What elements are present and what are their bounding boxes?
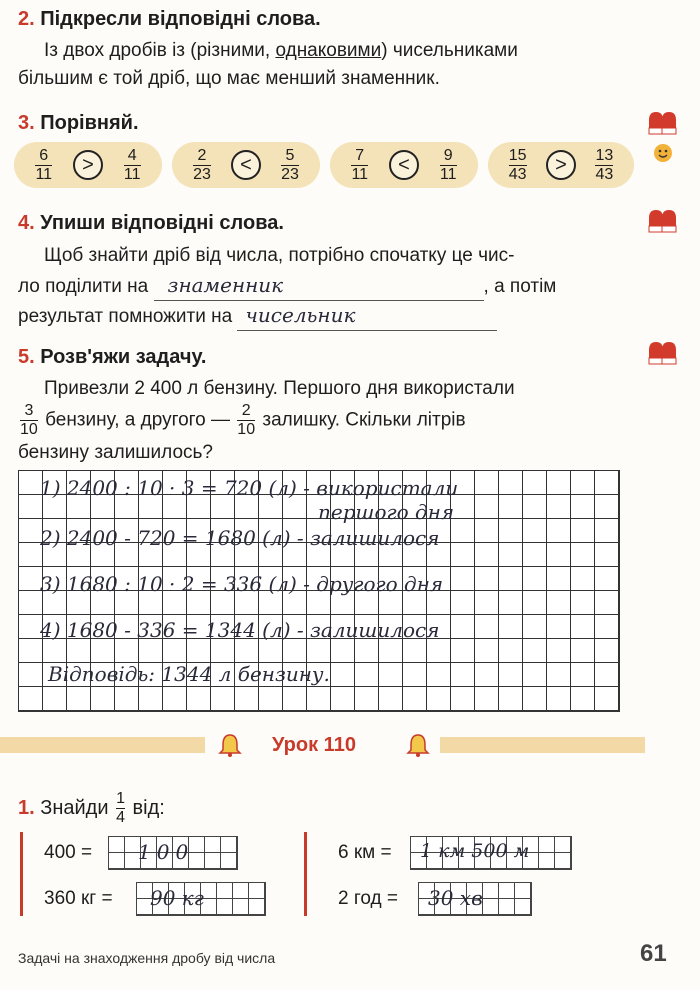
task-4-title: Упиши відповідні слова. bbox=[40, 212, 284, 234]
task-5-text-a: бензину, а другого — bbox=[45, 409, 231, 431]
solution-answer: Відповідь: 1344 л бензину. bbox=[48, 662, 330, 686]
mittens-icon bbox=[645, 340, 679, 368]
task-3-number: 3. bbox=[18, 112, 35, 134]
task-5-text-b: залишку. Скільки літрів bbox=[262, 409, 466, 431]
left-column-bar bbox=[20, 832, 23, 916]
comparison-pill-2 bbox=[172, 142, 320, 188]
task-2-underlined-word: однаковими bbox=[275, 40, 382, 61]
smiley-icon bbox=[652, 142, 674, 164]
page-number: 61 bbox=[640, 940, 667, 967]
comparison-pill-4 bbox=[488, 142, 634, 188]
task-2-line-2: більшим є той дріб, що має менший знаменник. bbox=[18, 68, 440, 89]
task-4-heading bbox=[18, 212, 284, 235]
mittens-icon bbox=[645, 208, 679, 236]
fraction-3-10: $\frac{3}{10}$ bbox=[20, 402, 38, 438]
answer-1: 100 bbox=[138, 840, 195, 864]
task-4-line-3 bbox=[18, 300, 497, 332]
footer-caption: Задачі на знаходження дробу від числа bbox=[18, 950, 276, 966]
task-4-text-b: , а потім bbox=[483, 276, 557, 297]
task-4-number: 4. bbox=[18, 212, 35, 234]
answer-grid-1[interactable] bbox=[108, 836, 238, 870]
fraction: $\frac{5}{23}$ bbox=[281, 146, 299, 183]
bell-icon bbox=[406, 732, 430, 758]
task-5-title: Розв'яжи задачу. bbox=[40, 346, 207, 368]
lesson-banner bbox=[0, 730, 700, 762]
right-column-bar bbox=[304, 832, 307, 916]
task-5-line-2 bbox=[18, 402, 466, 439]
solution-line-3: 3) 1680 : 10 · 2 = 336 (л) - другого дня bbox=[40, 572, 444, 596]
task-4-text-c: результат помножити на bbox=[18, 306, 233, 327]
fraction: $\frac{2}{23}$ bbox=[193, 146, 211, 183]
task-5-line-3: бензину залишилось? bbox=[18, 442, 213, 463]
answer-2: 90 кг bbox=[150, 886, 204, 910]
task-5-heading bbox=[18, 346, 206, 369]
task-5-line-1: Привезли 2 400 л бензину. Першого дня використали bbox=[44, 378, 515, 399]
task-1-title-a: Знайди bbox=[40, 796, 109, 819]
fraction: $\frac{6}{11}$ bbox=[35, 146, 53, 183]
task-2-number: 2. bbox=[18, 8, 35, 30]
fraction: $\frac{9}{11}$ bbox=[439, 146, 457, 183]
mittens-icon bbox=[645, 110, 679, 138]
find-item-label-4: 2 год = bbox=[338, 888, 398, 909]
comparison-sign: > bbox=[73, 150, 103, 180]
task-1-number: 1. bbox=[18, 796, 35, 819]
solution-line-1: 1) 2400 : 10 · 3 = 720 (л) - використали bbox=[40, 476, 459, 500]
task-1-heading bbox=[18, 790, 165, 827]
answer-grid-4[interactable] bbox=[418, 882, 532, 916]
fraction: $\frac{15}{43}$ bbox=[508, 146, 527, 183]
answer-blank-1[interactable]: знаменник bbox=[154, 270, 484, 301]
fraction: $\frac{7}{11}$ bbox=[351, 146, 369, 183]
task-4-text-a: ло поділити на bbox=[18, 276, 149, 297]
task-3-heading bbox=[18, 112, 139, 135]
fraction: $\frac{4}{11}$ bbox=[123, 146, 141, 183]
fraction-1-4: $\frac{1}{4}$ bbox=[116, 790, 125, 826]
answer-4: 30 хв bbox=[428, 886, 483, 910]
task-2-text-b: ) чисельниками bbox=[381, 40, 518, 61]
comparison-sign: > bbox=[546, 150, 576, 180]
banner-stripe-left bbox=[0, 737, 205, 753]
task-2-text-a: Із двох дробів із (різними, bbox=[44, 40, 276, 61]
comparison-pill-1 bbox=[14, 142, 162, 188]
comparison-pill-3 bbox=[330, 142, 478, 188]
answer-3: 1 км 500 м bbox=[420, 840, 530, 862]
task-2-heading bbox=[18, 8, 321, 31]
fraction-2-10: $\frac{2}{10}$ bbox=[237, 402, 256, 438]
lesson-title: Урок 110 bbox=[272, 734, 356, 756]
find-item-label-1: 400 = bbox=[44, 842, 93, 863]
answer-blank-2[interactable]: чисельник bbox=[237, 300, 497, 331]
task-4-line-2 bbox=[18, 270, 556, 302]
answer-grid-2[interactable] bbox=[136, 882, 266, 916]
banner-stripe-right bbox=[440, 737, 645, 753]
task-2-title: Підкресли відповідні слова. bbox=[40, 8, 321, 30]
solution-line-4: 4) 1680 - 336 = 1344 (л) - залишилося bbox=[40, 618, 440, 642]
fraction: $\frac{13}{43}$ bbox=[595, 146, 614, 183]
task-4-line-1: Щоб знайти дріб від числа, потрібно спочатку це чис- bbox=[44, 245, 515, 266]
find-item-label-2: 360 кг = bbox=[44, 888, 113, 909]
find-item-label-3: 6 км = bbox=[338, 842, 392, 863]
comparison-row bbox=[14, 142, 634, 188]
solution-line-1b: першого дня bbox=[318, 500, 455, 524]
comparison-sign: < bbox=[389, 150, 419, 180]
solution-line-2: 2) 2400 - 720 = 1680 (л) - залишилося bbox=[40, 526, 440, 550]
task-2-line-1 bbox=[44, 36, 518, 66]
task-1-title-b: від: bbox=[132, 796, 165, 819]
bell-icon bbox=[218, 732, 242, 758]
task-5-number: 5. bbox=[18, 346, 35, 368]
solution-grid bbox=[18, 470, 620, 712]
answer-grid-3[interactable] bbox=[410, 836, 572, 870]
task-3-title: Порівняй. bbox=[40, 112, 139, 134]
comparison-sign: < bbox=[231, 150, 261, 180]
